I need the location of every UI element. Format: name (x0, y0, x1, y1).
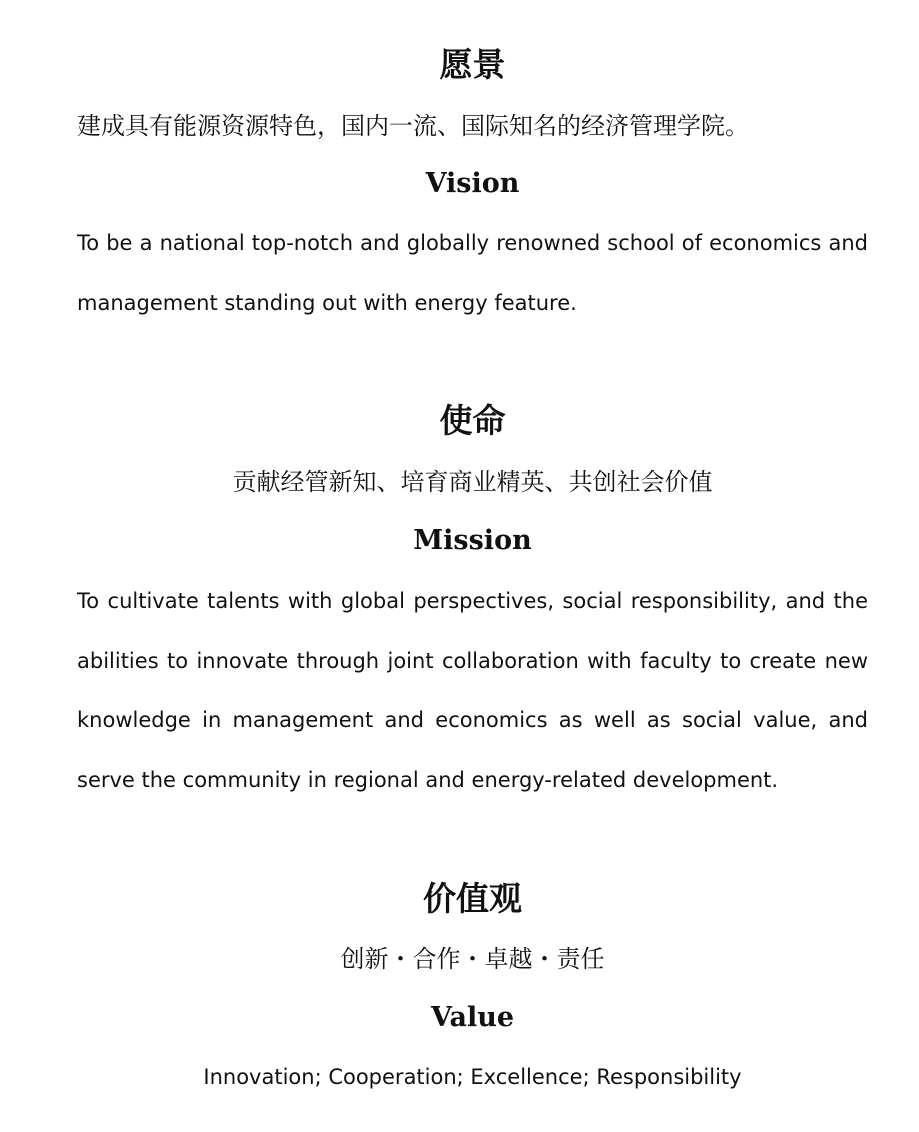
vision-heading-en: Vision (425, 168, 520, 199)
value-section (77, 879, 868, 919)
mission-text-zh: 贡献经管新知、培育商业精英、共创社会价值 (232, 468, 713, 496)
vision-heading-zh: 愿景 (439, 45, 506, 84)
mission-heading-zh: 使命 (439, 401, 506, 440)
vision-section (77, 45, 868, 85)
mission-text-en: To cultivate talents with global perspectives, social responsibility, and the abilities to innovate through joint collaboration with faculty to create new knowledge in management and economics as well as social value, and serve the community in regional and energy-related development. (77, 589, 868, 792)
mission-heading-en: Mission (413, 525, 532, 556)
value-text-en: Innovation; Cooperation; Excellence; Responsibility (203, 1065, 742, 1089)
mission-section (77, 401, 868, 441)
vision-text-zh: 建成具有能源资源特色，国内一流、国际知名的经济管理学院。 (77, 112, 749, 140)
value-heading-zh: 价值观 (423, 879, 522, 918)
vision-text-en: To be a national top-notch and globally renowned school of economics and management standing out with energy feature. (77, 231, 868, 315)
value-heading-en: Value (430, 1002, 515, 1033)
value-text-zh: 创新・合作・卓越・责任 (340, 945, 605, 973)
